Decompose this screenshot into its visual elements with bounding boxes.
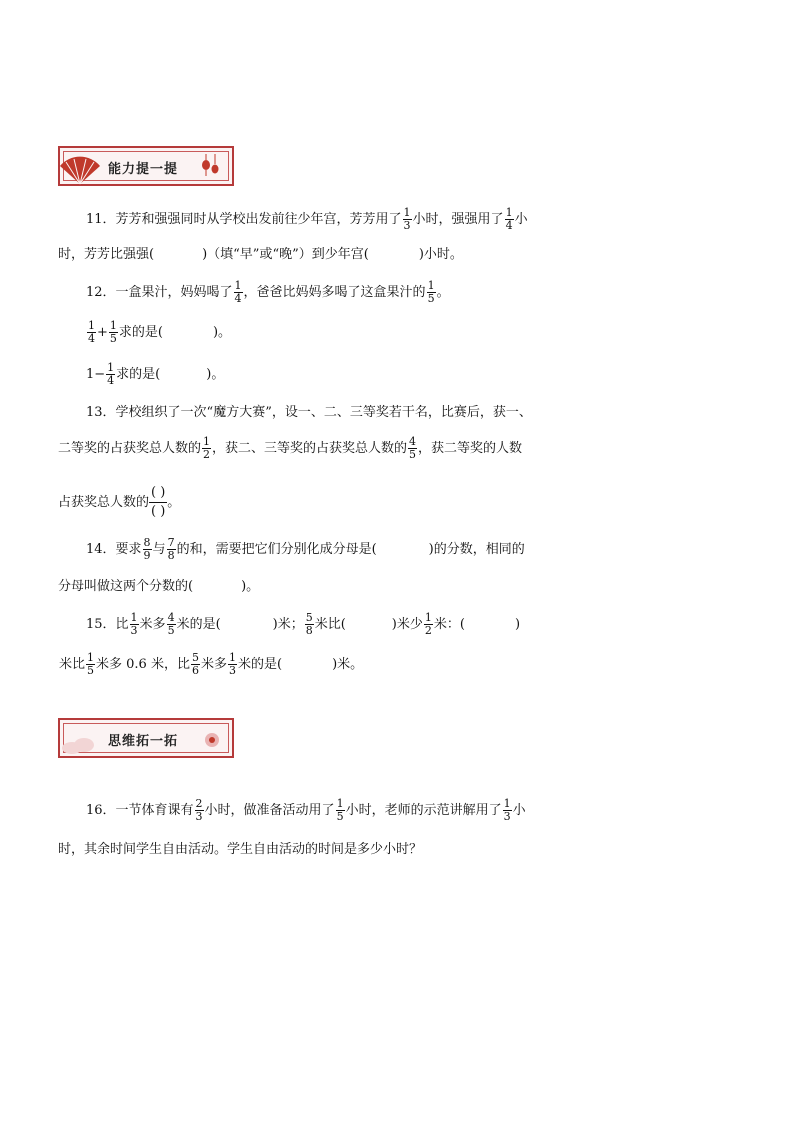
q11-text-d: 时，芳芳比强强( [58,247,155,262]
fraction-numerator: 4 [409,435,417,448]
fraction-numerator: 8 [143,536,151,549]
q15-text-i: 米比 [59,657,86,672]
q12-text-a: 12．一盒果汁，妈妈喝了 [86,285,233,300]
fraction-denominator: 5 [109,332,117,345]
q15-text-a: 15．比 [86,617,129,632]
q13-text-a: 13．学校组织了一次“魔方大赛”，设一、二、三等奖若干名，比赛后，获一、 [86,405,532,420]
q11-text-c: 小 [514,212,528,227]
fraction [403,207,412,232]
fraction-denominator: 8 [167,549,175,562]
q16-line1 [86,798,526,824]
q14-text-a: 14．要求 [86,542,142,557]
fraction [505,207,514,232]
fraction [202,436,211,461]
fraction-denominator: 3 [503,810,511,823]
fraction-denominator: 5 [409,448,417,461]
q15-text-c: 米的是( [176,617,221,632]
fraction [503,798,512,823]
q15-line1 [86,612,520,638]
fraction [191,652,200,677]
q14-text-c: 的和，需要把它们分别化成分母是( [176,542,377,557]
fraction-denominator: 9 [143,549,151,562]
q12-line2 [86,320,231,346]
fraction-denominator: 3 [403,219,411,232]
fraction [305,612,314,637]
q12-text-g: 1− [86,367,106,382]
fraction-denominator: 5 [87,664,95,677]
fraction-numerator: 1 [336,797,344,810]
q13-line2 [58,436,522,462]
fraction-denominator: 3 [130,624,138,637]
q12-line1 [86,280,450,306]
fraction [143,537,152,562]
fraction-denominator: 4 [505,219,513,232]
fraction-denominator: 2 [203,448,211,461]
q12-text-c: 。 [436,285,450,300]
q13-text-e: 占获奖总人数的 [58,495,150,510]
q14-line2 [58,574,259,600]
q12-text-i: )。 [206,367,225,382]
fraction-denominator: 5 [336,810,344,823]
section-title: 能力提一提 [108,162,179,177]
plus-sign: + [97,325,108,340]
fraction-denominator: 5 [427,292,435,305]
fraction-numerator: 1 [109,319,117,332]
q13-text-b: 二等奖的占获奖总人数的 [58,441,202,456]
fraction-denominator: 4 [234,292,242,305]
fraction [86,652,95,677]
fraction-numerator: 1 [228,651,236,664]
section-banner-thinking [58,718,234,758]
fraction-numerator: 1 [505,206,513,219]
plum-blossom-icon [198,726,222,754]
cloud-icon [58,728,102,758]
fraction-numerator: 2 [195,797,203,810]
fraction-denominator: 8 [305,624,313,637]
fraction-numerator: 4 [167,611,175,624]
q16-line2 [58,837,422,863]
section-title: 思维拓一拓 [108,734,179,749]
q13-text-c: ，获二、三等奖的占获奖总人数的 [212,441,408,456]
q15-text-g: 米：( [433,617,465,632]
q12-text-f: )。 [212,325,232,340]
q11-text-a: 11．芳芳和强强同时从学校出发前往少年宫，芳芳用了 [86,212,402,227]
q11-line2 [58,242,463,268]
fraction [234,280,243,305]
fraction [167,537,176,562]
fraction-numerator: 7 [167,536,175,549]
fraction-numerator: 1 [503,797,511,810]
fraction-numerator: 5 [191,651,199,664]
fraction [408,436,417,461]
q15-text-j: 米多 0.6 米，比 [96,657,190,672]
fraction [167,612,176,637]
q14-text-e: 分母叫做这两个分数的( [58,579,194,594]
fraction-numerator: 1 [130,611,138,624]
q15-text-f: )米少 [391,617,423,632]
fraction-numerator: 1 [203,435,211,448]
fraction-numerator: 1 [88,319,95,332]
fraction-numerator-blank[interactable]: ( ) [149,484,167,503]
q11-line1 [86,207,528,233]
q15-text-e: 米比( [314,617,346,632]
fraction-numerator: 1 [87,651,95,664]
q13-line1 [86,400,532,426]
fraction-denominator: 2 [424,624,432,637]
q15-text-m: )米。 [332,657,364,672]
q13-line3 [58,484,181,519]
q11-text-f: )小时。 [418,247,463,262]
q13-text-f: 。 [167,495,181,510]
q11-text-b: 小时，强强用了 [412,212,504,227]
fraction-numerator: 1 [234,279,242,292]
fraction-numerator: 1 [107,361,115,374]
fraction [87,320,96,345]
fraction [336,798,345,823]
fraction [109,320,118,345]
fraction [424,612,433,637]
fraction [106,362,115,387]
fraction-denominator: 3 [228,664,236,677]
answer-fraction-blank[interactable] [149,484,167,521]
q15-line2 [58,652,363,678]
q12-text-h: 求的是( [116,367,161,382]
q15-text-l: 米的是( [237,657,283,672]
q15-text-k: 米多 [200,657,227,672]
fraction [427,280,436,305]
q12-line3 [86,362,224,388]
section-banner-ability [58,146,234,186]
fraction-denominator: 5 [167,624,175,637]
q15-text-b: 米多 [139,617,166,632]
fraction [228,652,237,677]
fraction-denominator: 4 [107,374,115,387]
fraction-denominator: 3 [195,810,203,823]
q11-text-e: )（填“早”或“晚”）到少年宫( [202,247,369,262]
q15-text-h: ) [514,617,521,632]
q16-text-c: 小时，老师的示范讲解用了 [345,803,502,818]
q14-text-f: )。 [241,579,260,594]
q12-text-b: ，爸爸比妈妈多喝了这盒果汁的 [243,285,426,300]
fraction [130,612,139,637]
fraction-denominator: 4 [88,332,95,345]
fraction [195,798,204,823]
fraction-numerator: 1 [427,279,435,292]
fan-icon [58,156,102,186]
fraction-numerator: 1 [424,611,432,624]
q16-text-e: 时，其余时间学生自由活动。学生自由活动的时间是多少小时？ [58,842,423,857]
lantern-icon [198,154,222,182]
q12-text-e: 求的是( [118,325,163,340]
q16-text-a: 16．一节体育课有 [86,803,194,818]
q13-text-d: ，获二等奖的人数 [418,441,523,456]
q14-text-d: )的分数，相同的 [428,542,525,557]
q16-text-b: 小时，做准备活动用了 [204,803,335,818]
fraction-denominator: 6 [191,664,199,677]
q14-line1 [86,537,525,563]
q14-text-b: 与 [152,542,166,557]
q16-text-d: 小 [512,803,526,818]
q15-text-d: )米； [272,617,304,632]
fraction-numerator: 5 [305,611,313,624]
fraction-denominator-blank[interactable]: ( ) [151,504,166,519]
fraction-numerator: 1 [403,206,411,219]
